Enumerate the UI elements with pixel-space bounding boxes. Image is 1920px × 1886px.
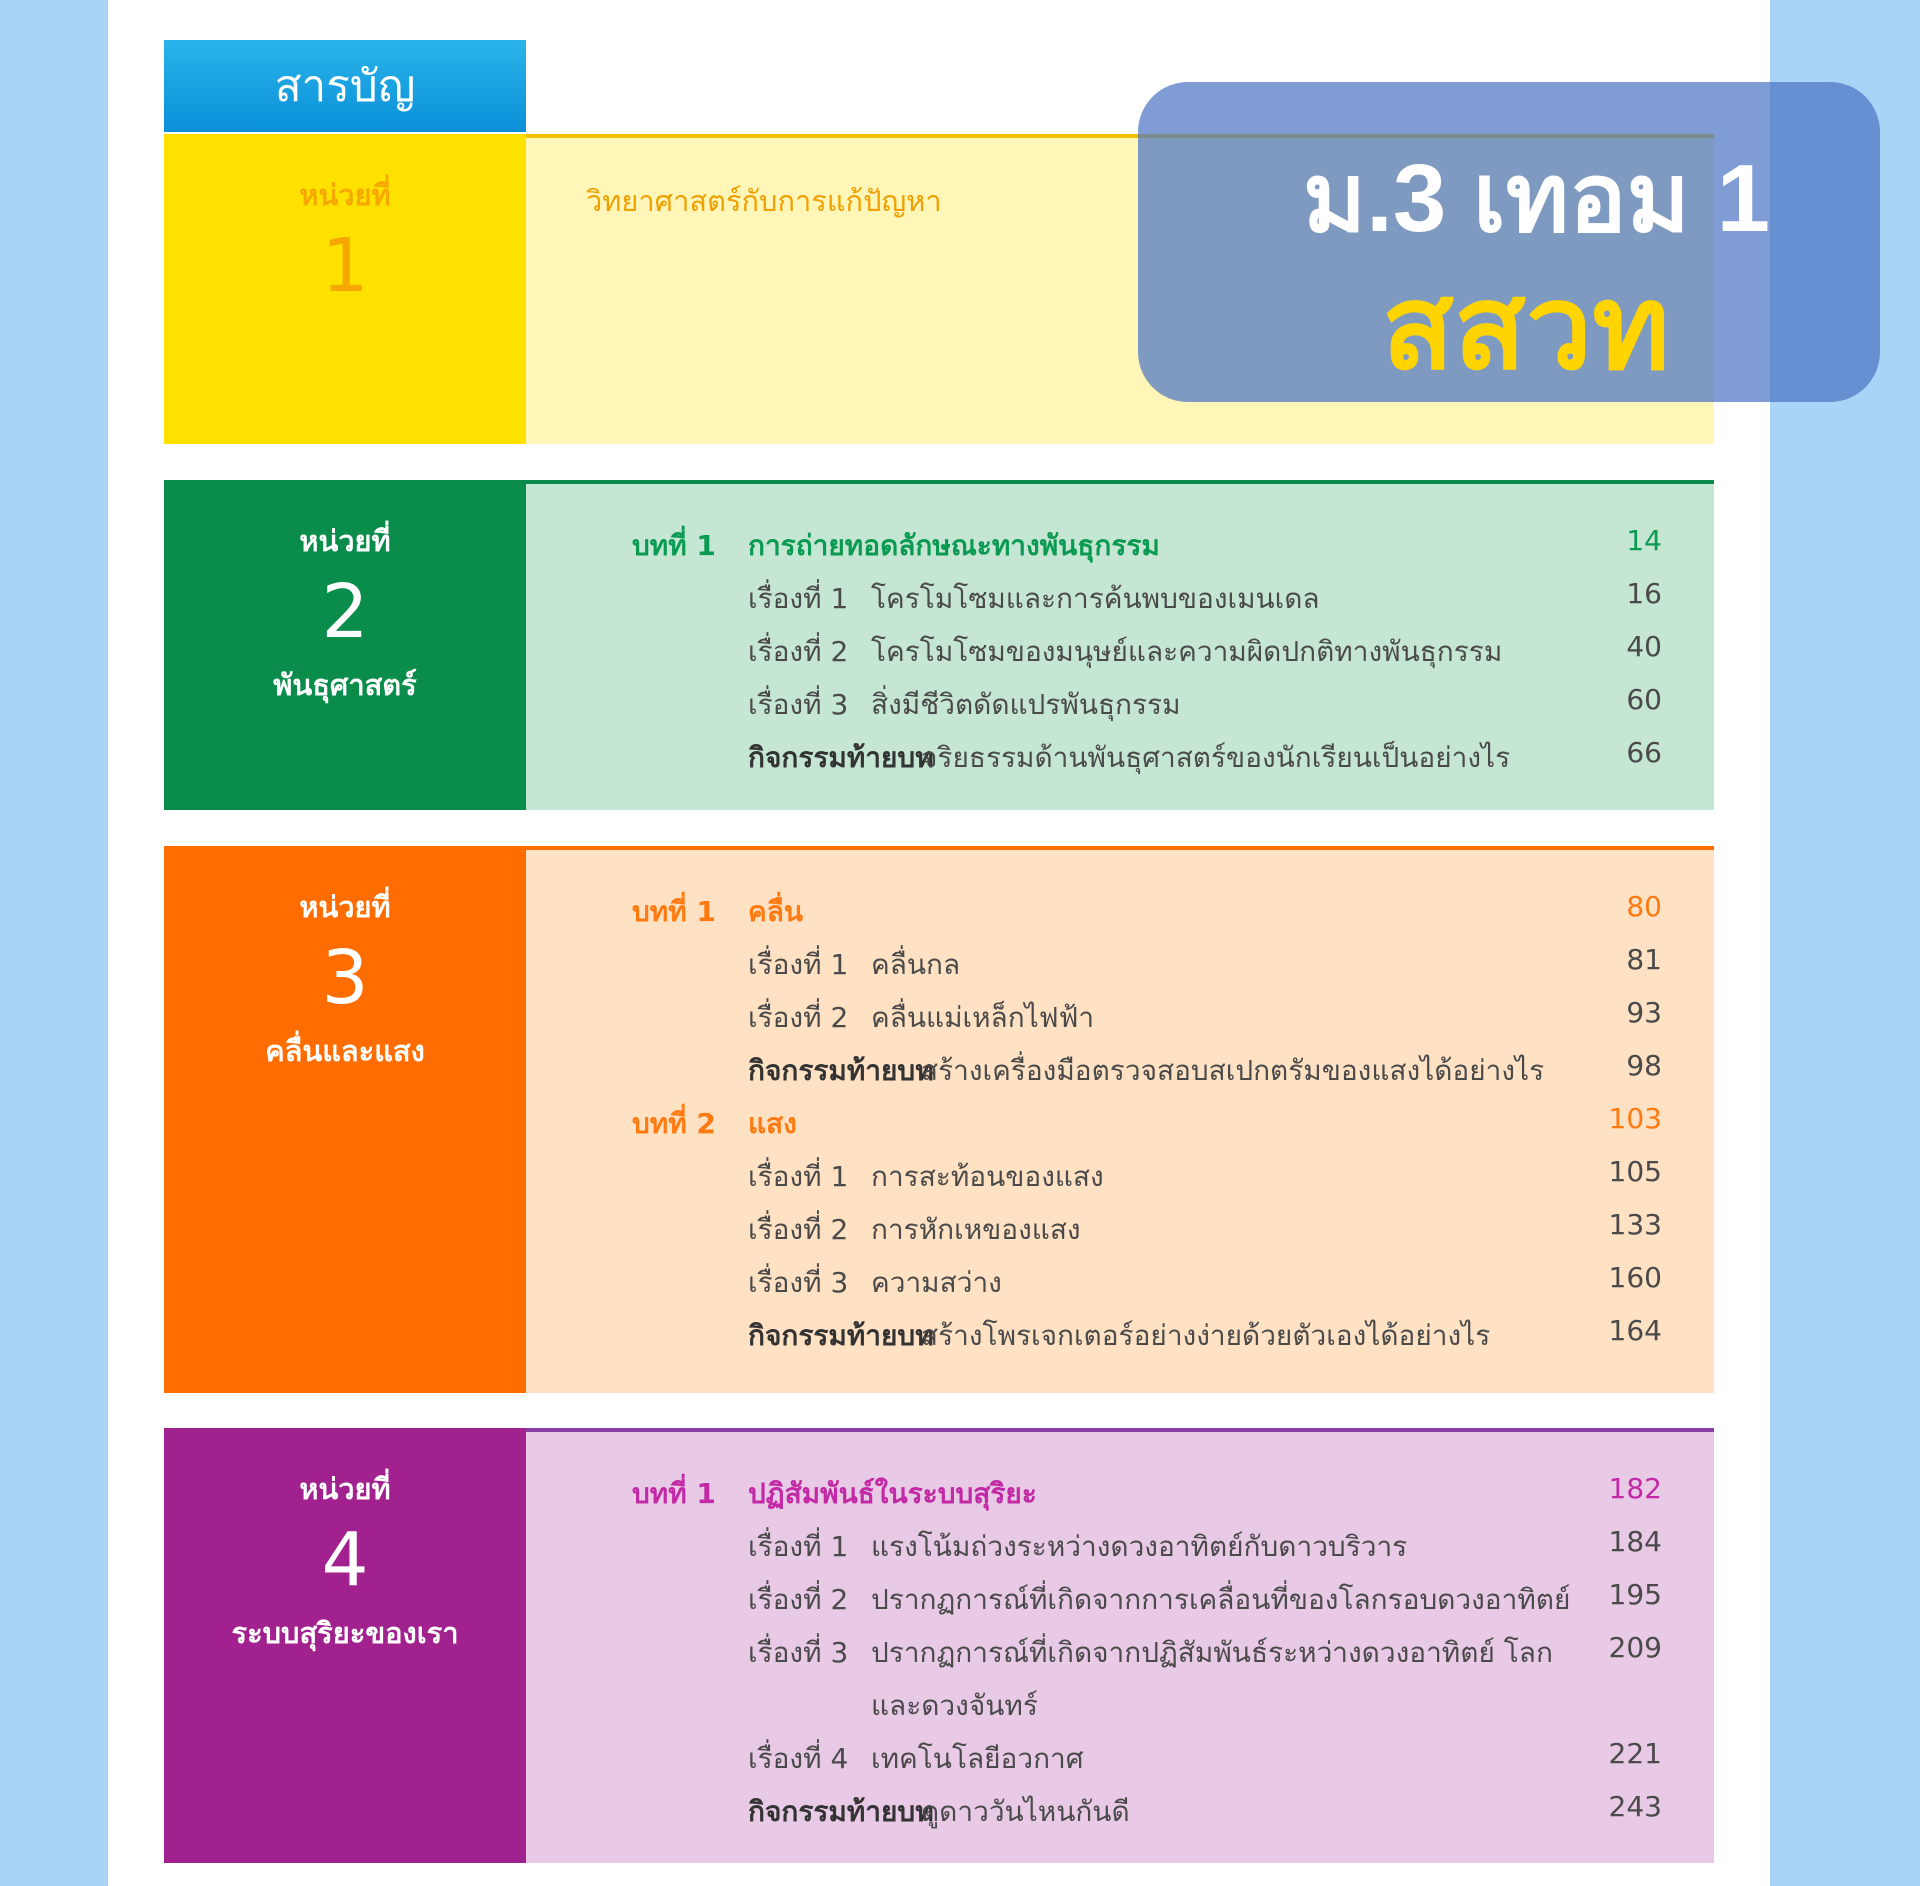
topic-title: สิ่งมีชีวิตดัดแปรพันธุกรรม — [871, 688, 1181, 721]
topic-title-continuation: และดวงจันทร์ — [871, 1689, 1038, 1722]
chapter-title: การถ่ายทอดลักษณะทางพันธุกรรม — [748, 529, 1160, 562]
unit-3-section — [164, 846, 1714, 1393]
page-number: 40 — [1626, 630, 1662, 663]
toc-row[interactable] — [526, 1472, 1714, 1518]
page-number: 66 — [1626, 736, 1662, 769]
page-number: 16 — [1626, 577, 1662, 610]
unit-3-label-panel — [164, 846, 526, 1393]
chapter-title: คลื่น — [748, 895, 804, 928]
topic-title: เทคโนโลยีอวกาศ — [871, 1742, 1084, 1775]
unit-3-word: หน่วยที่ — [299, 890, 391, 924]
page-number: 103 — [1608, 1102, 1662, 1135]
page-number: 164 — [1608, 1314, 1662, 1347]
topic-title: แรงโน้มถ่วงระหว่างดวงอาทิตย์กับดาวบริวาร — [871, 1530, 1408, 1563]
badge-publisher: สสวท — [1381, 262, 1670, 394]
chapter-key: บทที่ 2 — [632, 1107, 716, 1140]
activity-key: กิจกรรมท้ายบท — [748, 1054, 934, 1087]
unit-3-number: 3 — [321, 935, 369, 1021]
toc-row[interactable] — [526, 996, 1714, 1042]
activity-title: จริยธรรมด้านพันธุศาสตร์ของนักเรียนเป็นอย่างไร — [921, 741, 1511, 774]
unit-1-word: หน่วยที่ — [299, 178, 391, 212]
grade-term-badge — [1138, 82, 1880, 402]
page-number: 80 — [1626, 890, 1662, 923]
toc-row[interactable] — [526, 1102, 1714, 1148]
unit-3-contents — [526, 846, 1714, 1393]
unit-4-name: ระบบสุริยะของเรา — [231, 1616, 459, 1650]
page-number: 209 — [1608, 1631, 1662, 1664]
topic-title: โครโมโซมและการค้นพบของเมนเดล — [871, 582, 1320, 615]
topic-key: เรื่องที่ 2 — [748, 1583, 849, 1616]
unit-4-contents — [526, 1428, 1714, 1863]
unit-2-label-panel — [164, 480, 526, 810]
unit-2-number: 2 — [321, 569, 369, 655]
topic-key: เรื่องที่ 2 — [748, 1213, 849, 1246]
activity-title: สร้างโพรเจกเตอร์อย่างง่ายด้วยตัวเองได้อย่างไร — [921, 1319, 1491, 1352]
toc-row[interactable] — [526, 524, 1714, 570]
chapter-title: แสง — [748, 1107, 797, 1140]
toc-row[interactable] — [526, 736, 1714, 782]
toc-row[interactable] — [526, 683, 1714, 729]
unit-2-name: พันธุศาสตร์ — [273, 668, 417, 702]
unit-4-word: หน่วยที่ — [299, 1472, 391, 1506]
topic-key: เรื่องที่ 2 — [748, 635, 849, 668]
toc-row[interactable] — [526, 1049, 1714, 1095]
page-number: 60 — [1626, 683, 1662, 716]
unit-2-section — [164, 480, 1714, 810]
topic-title: ปรากฏการณ์ที่เกิดจากการเคลื่อนที่ของโลกรอบดวงอาทิตย์ — [871, 1583, 1571, 1616]
toc-row[interactable] — [526, 1314, 1714, 1360]
unit-3-name: คลื่นและแสง — [265, 1034, 425, 1068]
topic-key: เรื่องที่ 3 — [748, 1266, 849, 1299]
unit-1-chapter-title[interactable]: วิทยาศาสตร์กับการแก้ปัญหา — [586, 184, 942, 218]
toc-row[interactable] — [526, 1155, 1714, 1201]
topic-title: คลื่นแม่เหล็กไฟฟ้า — [871, 1001, 1095, 1034]
badge-grade-term: ม.3 เทอม 1 — [1302, 145, 1770, 252]
page-number: 184 — [1608, 1525, 1662, 1558]
page-number: 133 — [1608, 1208, 1662, 1241]
toc-title: สารบัญ — [164, 40, 526, 132]
chapter-key: บทที่ 1 — [632, 895, 716, 928]
topic-key: เรื่องที่ 2 — [748, 1001, 849, 1034]
page-number: 182 — [1608, 1472, 1662, 1505]
toc-row[interactable] — [526, 1790, 1714, 1836]
topic-key: เรื่องที่ 1 — [748, 1160, 849, 1193]
activity-key: กิจกรรมท้ายบท — [748, 1795, 934, 1828]
toc-row[interactable] — [526, 1737, 1714, 1783]
toc-row[interactable] — [526, 1578, 1714, 1624]
activity-title: สร้างเครื่องมือตรวจสอบสเปกตรัมของแสงได้อย่างไร — [921, 1054, 1545, 1087]
page-number: 14 — [1626, 524, 1662, 557]
topic-key: เรื่องที่ 3 — [748, 688, 849, 721]
unit-1-number: 1 — [321, 223, 369, 309]
page-number: 93 — [1626, 996, 1662, 1029]
page-number: 105 — [1608, 1155, 1662, 1188]
unit-4-label-panel — [164, 1428, 526, 1863]
toc-row[interactable] — [526, 630, 1714, 676]
unit-4-number: 4 — [321, 1517, 369, 1603]
unit-2-contents — [526, 480, 1714, 810]
topic-key: เรื่องที่ 1 — [748, 582, 849, 615]
unit-4-section — [164, 1428, 1714, 1863]
topic-key: เรื่องที่ 1 — [748, 948, 849, 981]
topic-title: การหักเหของแสง — [871, 1213, 1081, 1246]
toc-row[interactable] — [526, 890, 1714, 936]
toc-row[interactable] — [526, 1631, 1714, 1677]
toc-row[interactable] — [526, 1208, 1714, 1254]
page-number: 243 — [1608, 1790, 1662, 1823]
topic-title: ความสว่าง — [871, 1266, 1002, 1299]
page-number: 160 — [1608, 1261, 1662, 1294]
toc-row[interactable] — [526, 1525, 1714, 1571]
topic-title: การสะท้อนของแสง — [871, 1160, 1104, 1193]
page-number: 98 — [1626, 1049, 1662, 1082]
topic-title: คลื่นกล — [871, 948, 961, 981]
toc-row[interactable] — [526, 577, 1714, 623]
activity-key: กิจกรรมท้ายบท — [748, 1319, 934, 1352]
activity-title: ดูดาววันไหนกันดี — [921, 1795, 1130, 1828]
topic-key: เรื่องที่ 3 — [748, 1636, 849, 1669]
chapter-key: บทที่ 1 — [632, 1477, 716, 1510]
activity-key: กิจกรรมท้ายบท — [748, 741, 934, 774]
page-number: 221 — [1608, 1737, 1662, 1770]
page-number: 81 — [1626, 943, 1662, 976]
page-number: 195 — [1608, 1578, 1662, 1611]
toc-row[interactable] — [526, 943, 1714, 989]
unit-1-label-panel — [164, 134, 526, 444]
toc-row-continuation — [526, 1684, 1714, 1730]
topic-title: ปรากฏการณ์ที่เกิดจากปฏิสัมพันธ์ระหว่างดวงอาทิตย์ โลก — [871, 1636, 1553, 1669]
unit-2-word: หน่วยที่ — [299, 524, 391, 558]
topic-key: เรื่องที่ 4 — [748, 1742, 849, 1775]
topic-title: โครโมโซมของมนุษย์และความผิดปกติทางพันธุกรรม — [871, 635, 1503, 668]
toc-row[interactable] — [526, 1261, 1714, 1307]
chapter-key: บทที่ 1 — [632, 529, 716, 562]
topic-key: เรื่องที่ 1 — [748, 1530, 849, 1563]
chapter-title: ปฏิสัมพันธ์ในระบบสุริยะ — [748, 1477, 1037, 1510]
